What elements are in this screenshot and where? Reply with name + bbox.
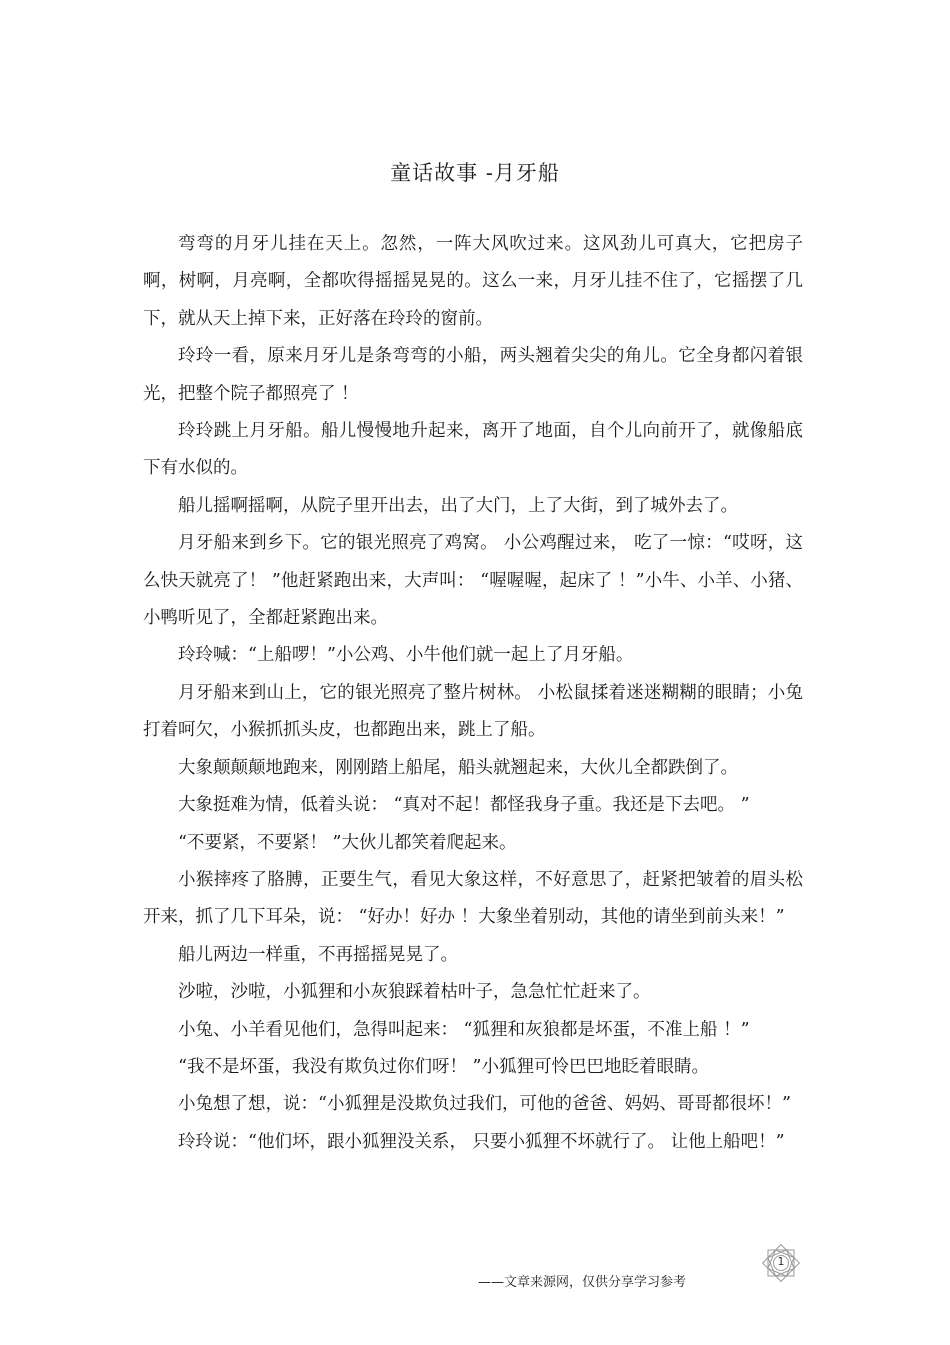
paragraph: 玲玲跳上月牙船。船儿慢慢地升起来，离开了地面，自个儿向前开了，就像船底下有水似的。 bbox=[143, 421, 803, 479]
footer-source-note: ——文章来源网，仅供分享学习参考 bbox=[478, 1275, 687, 1290]
page-number-badge bbox=[756, 1242, 806, 1284]
paragraph: 玲玲说：“他们坏，跟小狐狸没关系， 只要小狐狸不坏就行了。 让他上船吧！” bbox=[178, 1131, 785, 1152]
paragraph: 小猴摔疼了胳膊，正要生气，看见大象这样，不好意思了，赶紧把皱着的眉头松开来，抓了几下耳朵，说： “好办！好办 ！大象坐着别动，其他的请坐到前头来！” bbox=[143, 869, 803, 928]
paragraph: 大象挺难为情，低着头说： “真对不起！都怪我身子重。我还是下去吧。 ” bbox=[178, 795, 750, 816]
paragraph: “我不是坏蛋，我没有欺负过你们呀！ ”小狐狸可怜巴巴地眨着眼睛。 bbox=[178, 1056, 709, 1077]
document-body bbox=[143, 226, 803, 1161]
paragraph: 月牙船来到山上，它的银光照亮了整片树林。 小松鼠揉着迷迷糊糊的眼睛；小兔打着呵欠，小猴抓抓头皮，也都跑出来，跳上了船。 bbox=[143, 682, 803, 741]
paragraph: 小兔想了想，说：“小狐狸是没欺负过我们，可他的爸爸、妈妈、哥哥都很坏！” bbox=[178, 1094, 791, 1115]
paragraph: 弯弯的月牙儿挂在天上。忽然，一阵大风吹过来。这风劲儿可真大，它把房子啊，树啊，月亮啊，全都吹得摇摇晃晃的。这么一来，月牙儿挂不住了，它摇摆了几下，就从天上掉下来，正好落在玲玲的窗前。 bbox=[143, 234, 803, 329]
page-number: 1 bbox=[777, 1255, 785, 1268]
paragraph: 玲玲一看，原来月牙儿是条弯弯的小船，两头翘着尖尖的角儿。它全身都闪着银光，把整个院子都照亮了 ！ bbox=[143, 346, 803, 404]
paragraph: 月牙船来到乡下。它的银光照亮了鸡窝。 小公鸡醒过来， 吃了一惊：“哎呀，这么快天就亮了！ ”他赶紧跑出来，大声叫： “喔喔喔，起床了 ！”小牛、小羊、小猪、小鸭听见了，全都赶紧跑出来。 bbox=[143, 533, 803, 629]
paragraph: 大象颠颠颠地跑来，刚刚踏上船尾，船头就翘起来，大伙儿全都跌倒了。 bbox=[178, 757, 738, 778]
paragraph: 船儿两边一样重，不再摇摇晃晃了。 bbox=[178, 944, 458, 965]
paragraph: 船儿摇啊摇啊，从院子里开出去，出了大门，上了大街，到了城外去了。 bbox=[178, 495, 738, 516]
paragraph: 沙啦，沙啦，小狐狸和小灰狼踩着枯叶子，急急忙忙赶来了。 bbox=[178, 982, 651, 1003]
document-title: 童话故事 -月牙船 bbox=[390, 161, 560, 185]
paragraph: 小兔、小羊看见他们，急得叫起来： “狐狸和灰狼都是坏蛋，不准上船 ！” bbox=[178, 1019, 750, 1040]
paragraph: “不要紧，不要紧！ ”大伙儿都笑着爬起来。 bbox=[178, 832, 517, 853]
paragraph: 玲玲喊：“上船啰！”小公鸡、小牛他们就一起上了月牙船。 bbox=[178, 645, 634, 666]
